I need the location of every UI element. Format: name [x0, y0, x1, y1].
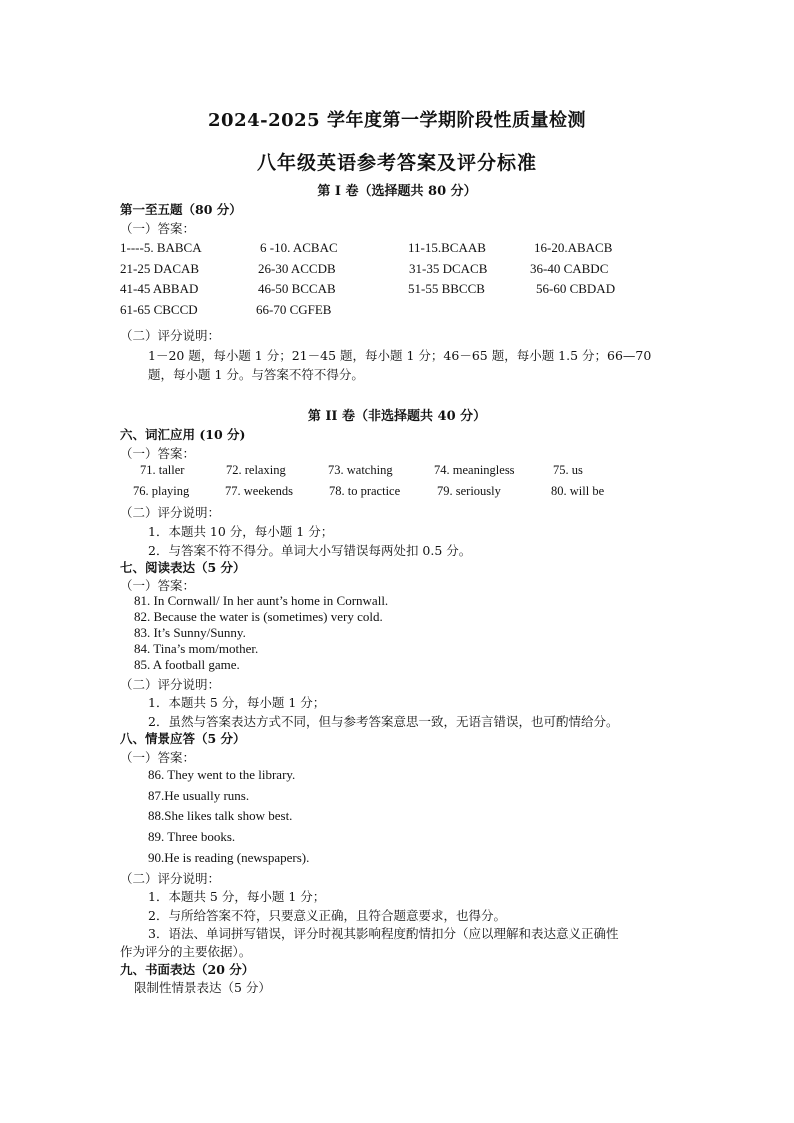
document-title: 2024-2025 学年度第一学期阶段性质量检测 — [208, 110, 586, 131]
dialogue-answer: 87.He usually runs. — [148, 788, 250, 803]
vocab-answer: 79. seriously — [437, 484, 501, 498]
answer-cell: 11-15.BCAAB — [408, 240, 486, 255]
dialogue-answer: 86. They went to the library. — [148, 767, 296, 782]
answer-cell: 36-40 CABDC — [530, 260, 609, 276]
part1-answer-grid — [120, 240, 680, 322]
vocab-answer: 75. us — [553, 463, 583, 477]
vocab-answer: 74. meaningless — [434, 463, 515, 477]
answer-cell: 51-55 BBCCB — [408, 281, 485, 296]
reading-answer: 81. In Cornwall/ In her aunt’s home in Cornwall. — [134, 593, 389, 608]
sec8-note2: 2．与所给答案不符，只要意义正确，且符合题意要求，也得分。 — [148, 908, 506, 923]
sec6-scoring-label: （二）评分说明： — [120, 505, 221, 520]
sec8-note1: 1．本题共 5 分，每小题 1 分； — [148, 889, 326, 904]
sec8-scoring-label: （二）评分说明： — [120, 871, 221, 886]
vocab-answer: 72. relaxing — [226, 463, 286, 477]
part1-scoring-label: （二）评分说明： — [120, 328, 221, 343]
part2-heading: 第 II 卷（非选择题共 40 分） — [307, 409, 487, 424]
vocab-answer: 80. will be — [551, 484, 605, 498]
vocab-answer: 73. watching — [328, 463, 393, 477]
answer-cell: 31-35 DCACB — [409, 260, 488, 276]
vocab-answer: 77. weekends — [225, 484, 294, 498]
sec6-note1: 1．本题共 10 分，每小题 1 分； — [148, 524, 334, 539]
document-subtitle: 八年级英语参考答案及评分标准 — [256, 152, 537, 174]
answer-cell: 46-50 BCCAB — [258, 281, 336, 296]
answer-cell: 66-70 CGFEB — [256, 301, 332, 317]
sec6-answer-row1 — [140, 463, 700, 483]
sec6-title: 六、词汇应用 (10 分) — [120, 427, 246, 442]
sec7-answer-label: （一）答案： — [120, 578, 196, 593]
answer-row — [120, 302, 680, 323]
sec7-note1: 1．本题共 5 分，每小题 1 分； — [148, 695, 326, 710]
dialogue-answer: 89. Three books. — [148, 829, 236, 844]
answer-cell: 61-65 CBCCD — [120, 301, 198, 317]
sec7-title: 七、阅读表达（5 分） — [120, 560, 246, 575]
answer-cell: 6 -10. ACBAC — [260, 240, 338, 255]
vocab-answer: 71. taller — [140, 463, 185, 477]
sec9-title: 九、书面表达（20 分） — [120, 962, 255, 977]
answer-cell: 56-60 CBDAD — [536, 281, 616, 296]
sec6-answer-row2 — [133, 484, 693, 504]
sec9-subtitle: 限制性情景表达（5 分） — [134, 980, 271, 995]
answer-cell: 1----5. BABCA — [120, 240, 202, 255]
dialogue-answer: 88.She likes talk show best. — [148, 808, 293, 823]
part1-scoring-line1: 1－20 题，每小题 1 分；21－45 题，每小题 1 分；46－65 题，每小题 1.5 分；66—70 — [148, 348, 652, 363]
sec6-note2: 2．与答案不符不得分。单词大小写错误每两处扣 0.5 分。 — [148, 543, 472, 558]
vocab-answer: 76. playing — [133, 484, 190, 498]
reading-answer: 82. Because the water is (sometimes) very cold. — [134, 609, 383, 624]
part1-scoring-line2: 题，每小题 1 分。与答案不符不得分。 — [148, 367, 364, 382]
answer-cell: 41-45 ABBAD — [120, 281, 199, 296]
reading-answer: 85. A football game. — [134, 657, 240, 672]
reading-answer: 83. It’s Sunny/Sunny. — [134, 625, 246, 640]
part1-answer-label: （一）答案： — [120, 221, 196, 236]
answer-row — [120, 281, 680, 302]
answer-row — [120, 261, 680, 282]
answer-cell: 21-25 DACAB — [120, 260, 200, 276]
part1-section-title: 第一至五题（80 分） — [120, 202, 242, 217]
answer-cell: 26-30 ACCDB — [258, 260, 336, 276]
sec8-answer-label: （一）答案： — [120, 750, 196, 765]
sec8-note3-line2: 作为评分的主要依据）。 — [120, 944, 252, 959]
dialogue-answer: 90.He is reading (newspapers). — [148, 850, 310, 865]
answer-cell: 16-20.ABACB — [534, 240, 613, 255]
sec7-note2: 2．虽然与答案表达方式不同，但与参考答案意思一致，无语言错误，也可酌情给分。 — [148, 714, 619, 729]
reading-answer: 84. Tina’s mom/mother. — [134, 641, 259, 656]
answer-row — [120, 240, 680, 261]
sec6-answer-label: （一）答案： — [120, 446, 196, 461]
sec8-note3-line1: 3．语法、单词拼写错误，评分时视其影响程度酌情扣分（应以理解和表达意义正确性 — [148, 926, 619, 941]
sec7-scoring-label: （二）评分说明： — [120, 677, 221, 692]
part1-heading: 第 I 卷（选择题共 80 分） — [317, 184, 477, 199]
sec8-title: 八、情景应答（5 分） — [120, 731, 246, 746]
vocab-answer: 78. to practice — [329, 484, 401, 498]
